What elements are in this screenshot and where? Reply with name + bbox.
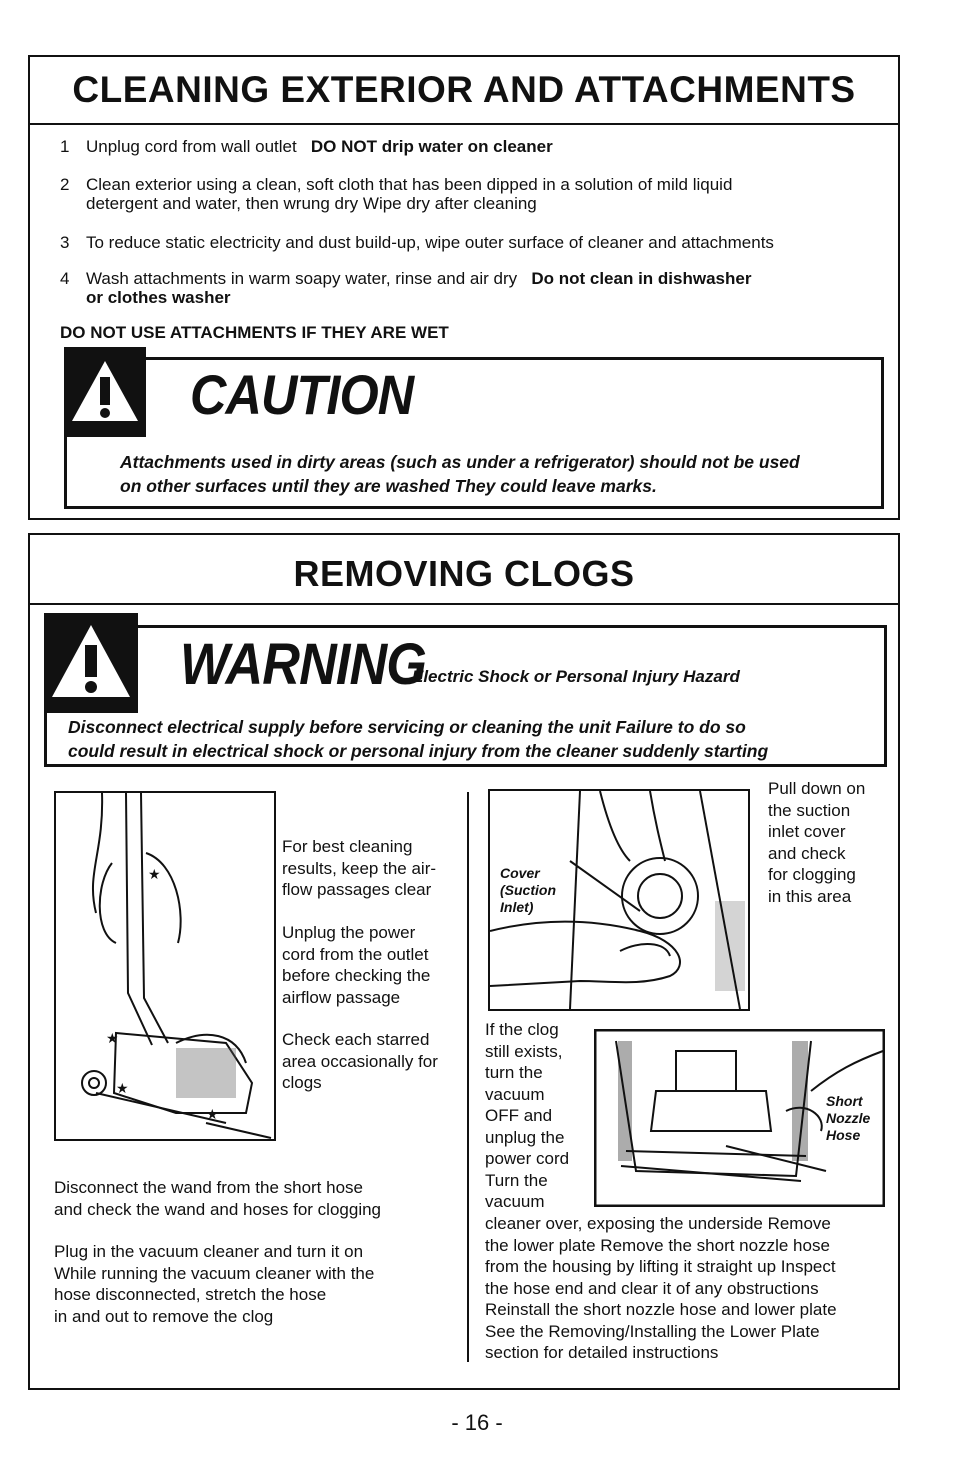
step-text-line2: detergent and water, then wrung dry Wipe dry after cleaning	[86, 194, 537, 213]
text-line: hose disconnected, stretch the hose	[54, 1285, 327, 1304]
step-4	[60, 269, 900, 309]
step-text	[86, 269, 751, 288]
text-line: Disconnect the wand from the short hose	[54, 1178, 363, 1197]
caution-text	[120, 450, 900, 498]
title-divider	[30, 603, 898, 605]
text-line: turn the	[485, 1063, 543, 1082]
step-text-plain: Wash attachments in warm soapy water, rinse and air dry	[86, 269, 518, 288]
text-line: and check	[768, 843, 846, 863]
text-line: the lower plate Remove the short nozzle hose	[485, 1235, 830, 1255]
svg-text:★: ★	[106, 1030, 119, 1046]
cleaning-section	[28, 55, 900, 520]
left-paragraph-4	[54, 1177, 381, 1220]
text-line: cleaner over, exposing the underside Remove	[485, 1214, 831, 1233]
suction-inlet-instructions	[768, 778, 865, 907]
text-line: for clogging	[768, 865, 856, 884]
step-number: 3	[60, 233, 70, 252]
left-paragraph-2	[282, 922, 430, 1008]
text-line: Turn the	[485, 1170, 548, 1190]
step-text-bold: Do not clean in dishwasher	[531, 269, 752, 288]
text-line: and check the wand and hoses for clogging	[54, 1199, 382, 1219]
text-line: from the housing by lifting it straight up Inspect	[485, 1257, 836, 1276]
text-line: before checking the	[282, 966, 431, 985]
vacuum-upright-illustration	[56, 793, 274, 1139]
step-number: 1	[60, 137, 70, 156]
text-line: vacuum	[485, 1084, 545, 1104]
text-line: flow passages clear	[282, 880, 432, 899]
column-divider	[467, 792, 469, 1362]
step-text-bold-line2: or clothes washer	[86, 288, 231, 307]
page-number: - 16 -	[451, 1410, 503, 1435]
warning-triangle-icon	[44, 613, 138, 713]
removing-clogs-section	[28, 533, 900, 1390]
label-line: Nozzle	[826, 1110, 871, 1126]
text-line: If the clog	[485, 1020, 559, 1039]
text-line: the suction	[768, 800, 851, 820]
text-line: clogs	[282, 1073, 322, 1092]
step-text-plain: Unplug cord from wall outlet	[86, 137, 297, 156]
label-line: Hose	[826, 1127, 861, 1143]
text-line: Check each starred	[282, 1030, 430, 1049]
step-text-bold: DO NOT drip water on cleaner	[310, 137, 553, 156]
warning-text	[68, 715, 898, 763]
svg-text:★: ★	[206, 1106, 219, 1122]
wet-attachments-note: DO NOT USE ATTACHMENTS IF THEY ARE WET	[60, 323, 449, 342]
text-line: Unplug the power	[282, 923, 416, 942]
step-text-line1: Clean exterior using a clean, soft cloth that has been dipped in a solution of mild liquid	[86, 175, 733, 194]
warning-subtitle: Electric Shock or Personal Injury Hazard	[412, 667, 740, 686]
svg-text:★: ★	[116, 1080, 129, 1096]
caution-heading: CAUTION	[190, 363, 414, 426]
text-line: cord from the outlet	[282, 944, 429, 964]
label-line: (Suction	[500, 882, 556, 898]
warning-line2: could result in electrical shock or personal injury from the cleaner suddenly starting	[68, 741, 769, 761]
caution-line2: on other surfaces until they are washed They could leave marks.	[120, 476, 657, 496]
text-line: vacuum	[485, 1192, 545, 1211]
step-2	[60, 175, 880, 215]
clog-still-exists-text	[485, 1019, 569, 1213]
text-line: OFF and	[485, 1106, 553, 1125]
text-line: area occasionally for	[282, 1051, 438, 1071]
text-line: inlet cover	[768, 822, 846, 841]
removing-clogs-title: REMOVING CLOGS	[293, 553, 635, 594]
warning-tab	[44, 613, 138, 713]
text-line: section for detailed instructions	[485, 1343, 719, 1362]
label-line: Inlet)	[500, 899, 534, 915]
step-text: To reduce static electricity and dust build-up, wipe outer surface of cleaner and attachments	[86, 233, 774, 252]
text-line: power cord	[485, 1149, 570, 1168]
lower-plate-instructions	[485, 1213, 837, 1364]
cleaning-title-bar	[30, 57, 898, 125]
caution-line1: Attachments used in dirty areas (such as under a refrigerator) should not be used	[120, 452, 800, 472]
short-nozzle-hose-label	[826, 1093, 870, 1144]
caution-tab	[64, 347, 146, 437]
text-line: See the Removing/Installing the Lower Plate	[485, 1321, 820, 1341]
label-line: Cover	[500, 865, 540, 881]
text-line: in and out to remove the clog	[54, 1306, 274, 1326]
text-line: airflow passage	[282, 987, 401, 1007]
text-line: While running the vacuum cleaner with the	[54, 1263, 375, 1283]
text-line: the hose end and clear it of any obstructions	[485, 1278, 819, 1298]
text-line: in this area	[768, 886, 852, 906]
text-line: unplug the	[485, 1127, 565, 1147]
text-line: Plug in the vacuum cleaner and turn it on	[54, 1242, 364, 1261]
left-paragraph-3	[282, 1029, 438, 1094]
left-paragraph-5	[54, 1241, 374, 1327]
warning-heading: WARNING	[180, 632, 426, 697]
text-line: results, keep the air-	[282, 858, 437, 878]
text-line: Pull down on	[768, 779, 866, 798]
text-line: still exists,	[485, 1041, 563, 1061]
step-number: 4	[60, 269, 70, 288]
label-line: Short	[826, 1093, 863, 1109]
warning-line1: Disconnect electrical supply before servicing or cleaning the unit Failure to do so	[68, 717, 746, 737]
left-paragraph-1	[282, 836, 436, 901]
text-line: For best cleaning	[282, 837, 413, 856]
step-number: 2	[60, 175, 70, 194]
text-line: Reinstall the short nozzle hose and lower plate	[485, 1300, 837, 1319]
step-text	[86, 137, 553, 156]
svg-text:★: ★	[148, 866, 161, 882]
airflow-figure	[54, 791, 276, 1141]
cleaning-title: CLEANING EXTERIOR AND ATTACHMENTS	[72, 69, 856, 110]
cover-label	[500, 865, 556, 916]
warning-triangle-icon	[64, 347, 146, 437]
